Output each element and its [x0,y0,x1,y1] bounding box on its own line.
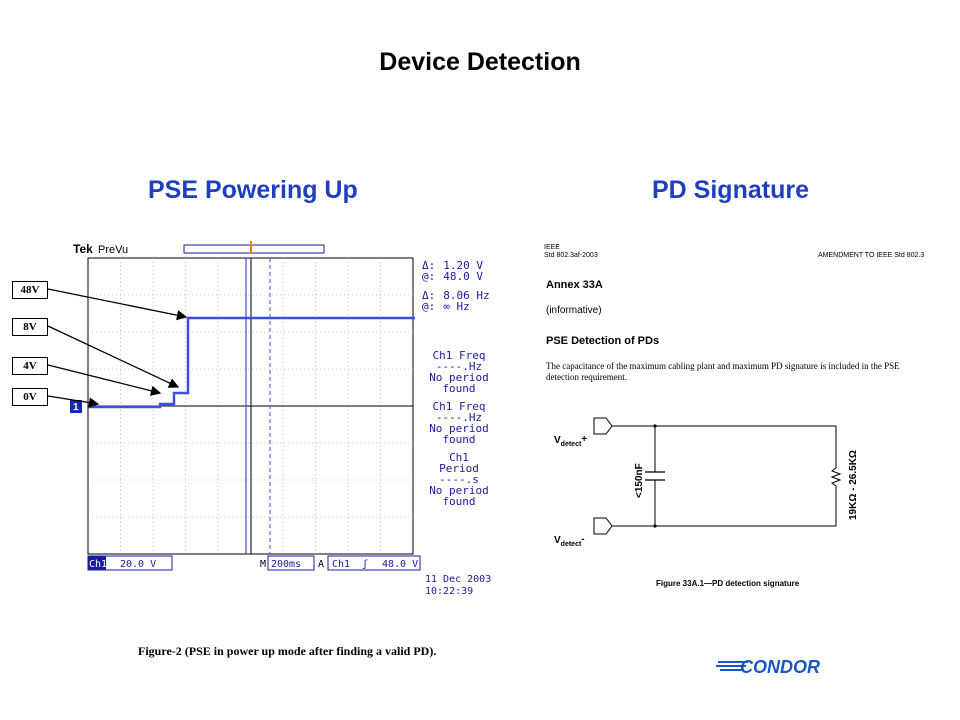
section-title: PSE Detection of PDs [546,335,660,347]
arrow-4v [48,365,160,393]
terminal-minus [594,518,612,534]
pd-circuit-diagram [540,410,940,560]
ch1-tag: Ch1 [89,559,108,570]
doc-std: Std 802.3af-2003 [544,252,598,259]
resistor-label: 19KΩ - 26.5KΩ [848,450,859,520]
label-4v: 4V [12,357,48,375]
timebase: 200ms [271,559,302,570]
doc-paragraph: The capacitance of the maximum cabling plant and maximum PD signature is included in the PSE detection requirement. [546,361,900,382]
doc-figure-caption: Figure 33A.1—PD detection signature [656,579,800,588]
readout-row: Δ: 1.20 V [422,259,483,272]
right-heading: PD Signature [652,176,809,204]
capacitor-label: <150nF [634,463,645,498]
measure-block: Ch1 Freq ----.Hz No period found [429,400,489,446]
ch1-volts: 20.0 V [120,559,157,570]
arrow-0v [48,396,98,404]
left-heading: PSE Powering Up [148,176,358,204]
condor-logo-text: CONDOR [740,657,820,677]
doc-org: IEEE [544,244,560,251]
vdetect-plus-label: $V_{detect}+$ [554,434,588,448]
slide-title: Device Detection [379,48,581,76]
readout-row: @: ∞ Hz [422,300,470,313]
capture-date: 11 Dec 2003 [425,574,492,585]
trigger-level: 48.0 V [382,559,419,570]
label-0v: 0V [12,388,48,406]
label-8v: 8V [12,318,48,336]
informative-label: (informative) [546,305,602,316]
terminal-plus [594,418,612,434]
scope-brand: Tek [73,242,93,256]
vdetect-minus-label: $V_{detect}-$ [554,534,585,548]
arrow-8v [48,326,178,387]
capture-time: 10:22:39 [425,586,474,597]
readout-row: @: 48.0 V [422,270,483,283]
doc-amendment: AMENDMENT TO IEEE Std 802.3 [818,252,925,259]
annex-title: Annex 33A [546,279,603,291]
readout-row: Δ: 8.06 Hz [422,289,490,302]
arrow-48v [48,289,186,317]
ch1-marker-label: 1 [73,402,79,413]
trigger-slope-icon: ʃ [362,559,369,570]
label-48v: 48V [12,281,48,299]
scope-mode: PreVu [98,244,129,256]
resistor-symbol [832,468,840,486]
trigger-channel: Ch1 [332,559,351,570]
figure-caption: Figure-2 (PSE in power up mode after finding a valid PD). [138,644,437,658]
measure-block: Ch1 Period ----.s No period found [429,451,489,508]
a-label: A [318,559,325,570]
condor-logo [716,655,856,681]
m-label: M [260,559,267,570]
measure-block: Ch1 Freq ----.Hz No period found [429,349,489,395]
